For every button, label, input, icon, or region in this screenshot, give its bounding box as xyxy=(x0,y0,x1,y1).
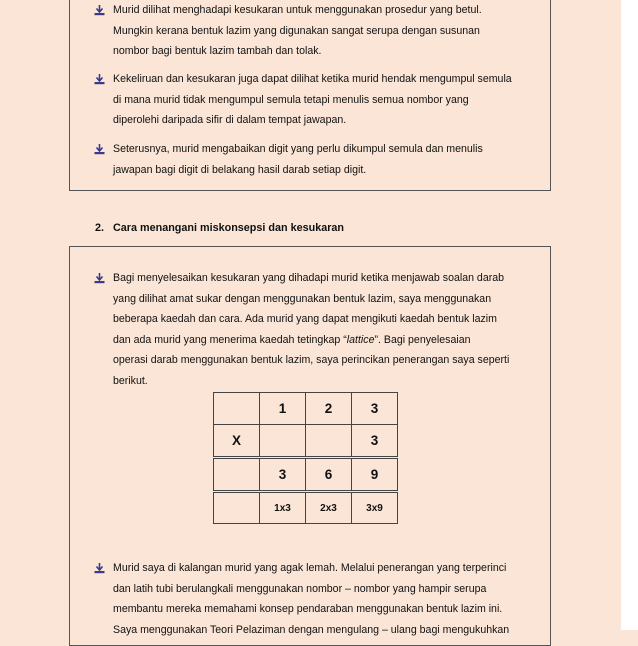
table-cell: 2 xyxy=(306,393,352,425)
table-cell xyxy=(260,425,306,458)
list-item xyxy=(94,69,544,131)
list-item-line: diperolehi daripada sifir di dalam tempat jawapan. xyxy=(113,114,347,126)
table-cell: 3 xyxy=(352,393,398,425)
list-item-line: Saya menggunakan Teori Pelaziman dengan mengulang – ulang bagi mengukuhkan xyxy=(113,623,510,636)
list-item xyxy=(94,268,544,391)
list-item-line: operasi darab menggunakan bentuk lazim, saya perincikan penerangan saya seperti xyxy=(113,354,510,366)
list-item-line: Bagi menyelesaikan kesukaran yang dihadapi murid ketika menjawab soalan darab xyxy=(113,272,505,284)
table-cell: 6 xyxy=(306,458,352,492)
section-number: 2. xyxy=(95,222,105,234)
list-item-line: beberapa kaedah dan cara. Ada murid yang dapat mengikuti kaedah bentuk lazim xyxy=(113,313,497,325)
table-cell xyxy=(214,458,260,492)
section-title: Cara menangani miskonsepsi dan kesukaran xyxy=(113,222,345,234)
bullet-arrow-icon xyxy=(94,563,105,574)
lattice-multiplication-table xyxy=(213,392,398,524)
table-row xyxy=(214,393,398,425)
table-row xyxy=(214,492,398,524)
list-item-line: Mungkin kerana bentuk lazim yang digunakan sangat serupa dengan susunan xyxy=(113,24,480,37)
italic-term: lattice xyxy=(346,333,375,346)
table-row xyxy=(214,458,398,492)
section-heading xyxy=(95,222,344,234)
page-right-margin xyxy=(621,0,638,630)
bullet-arrow-icon xyxy=(94,74,105,85)
list-item-line: di mana murid tidak mengumpul semula tetapi menulis semua nombor yang xyxy=(113,93,469,106)
list-item-line: Kekeliruan dan kesukaran juga dapat dilihat ketika murid hendak mengumpul semula xyxy=(113,73,512,85)
list-item xyxy=(94,139,544,180)
list-item-line: Murid dilihat menghadapi kesukaran untuk menggunakan prosedur yang betul. xyxy=(113,4,482,16)
table-cell: 1 xyxy=(260,393,306,425)
bullet-arrow-icon xyxy=(94,5,105,16)
list-item-line: yang dilihat amat sukar dengan menggunakan bentuk lazim, saya menggunakan xyxy=(113,292,492,305)
table-cell: 1x3 xyxy=(260,492,306,524)
table-cell xyxy=(214,492,260,524)
list-item xyxy=(94,0,544,62)
list-item-line: jawapan bagi digit di belakang hasil darab setiap digit. xyxy=(113,163,367,176)
bullet-arrow-icon xyxy=(94,144,105,155)
table-cell: X xyxy=(214,425,260,458)
text-run: dan ada murid yang menerima kaedah tetingkap “ xyxy=(113,333,347,346)
list-item-line: membantu mereka memahami konsep pendaraban menggunakan bentuk lazim ini. xyxy=(113,603,503,615)
table-cell: 3 xyxy=(260,458,306,492)
list-item xyxy=(94,558,544,640)
table-cell: 3 xyxy=(352,425,398,458)
list-item-line: dan latih tubi berulangkali menggunakan nombor – nombor yang hampir serupa xyxy=(113,582,487,595)
table-cell xyxy=(306,425,352,458)
text-run: ”. Bagi penyelesaian xyxy=(374,333,471,346)
list-item-line: berikut. xyxy=(113,374,148,387)
table-row xyxy=(214,425,398,458)
list-item-line: nombor bagi bentuk lazim tambah dan tolak. xyxy=(113,45,322,57)
list-item-line: Murid saya di kalangan murid yang agak lemah. Melalui penerangan yang terperinci xyxy=(113,562,507,574)
list-item-line xyxy=(113,330,544,351)
table-cell: 2x3 xyxy=(306,492,352,524)
list-item-line: Seterusnya, murid mengabaikan digit yang perlu dikumpul semula dan menulis xyxy=(113,143,483,155)
table-cell: 9 xyxy=(352,458,398,492)
table-cell xyxy=(214,393,260,425)
table-cell: 3x9 xyxy=(352,492,398,524)
bullet-arrow-icon xyxy=(94,273,105,284)
